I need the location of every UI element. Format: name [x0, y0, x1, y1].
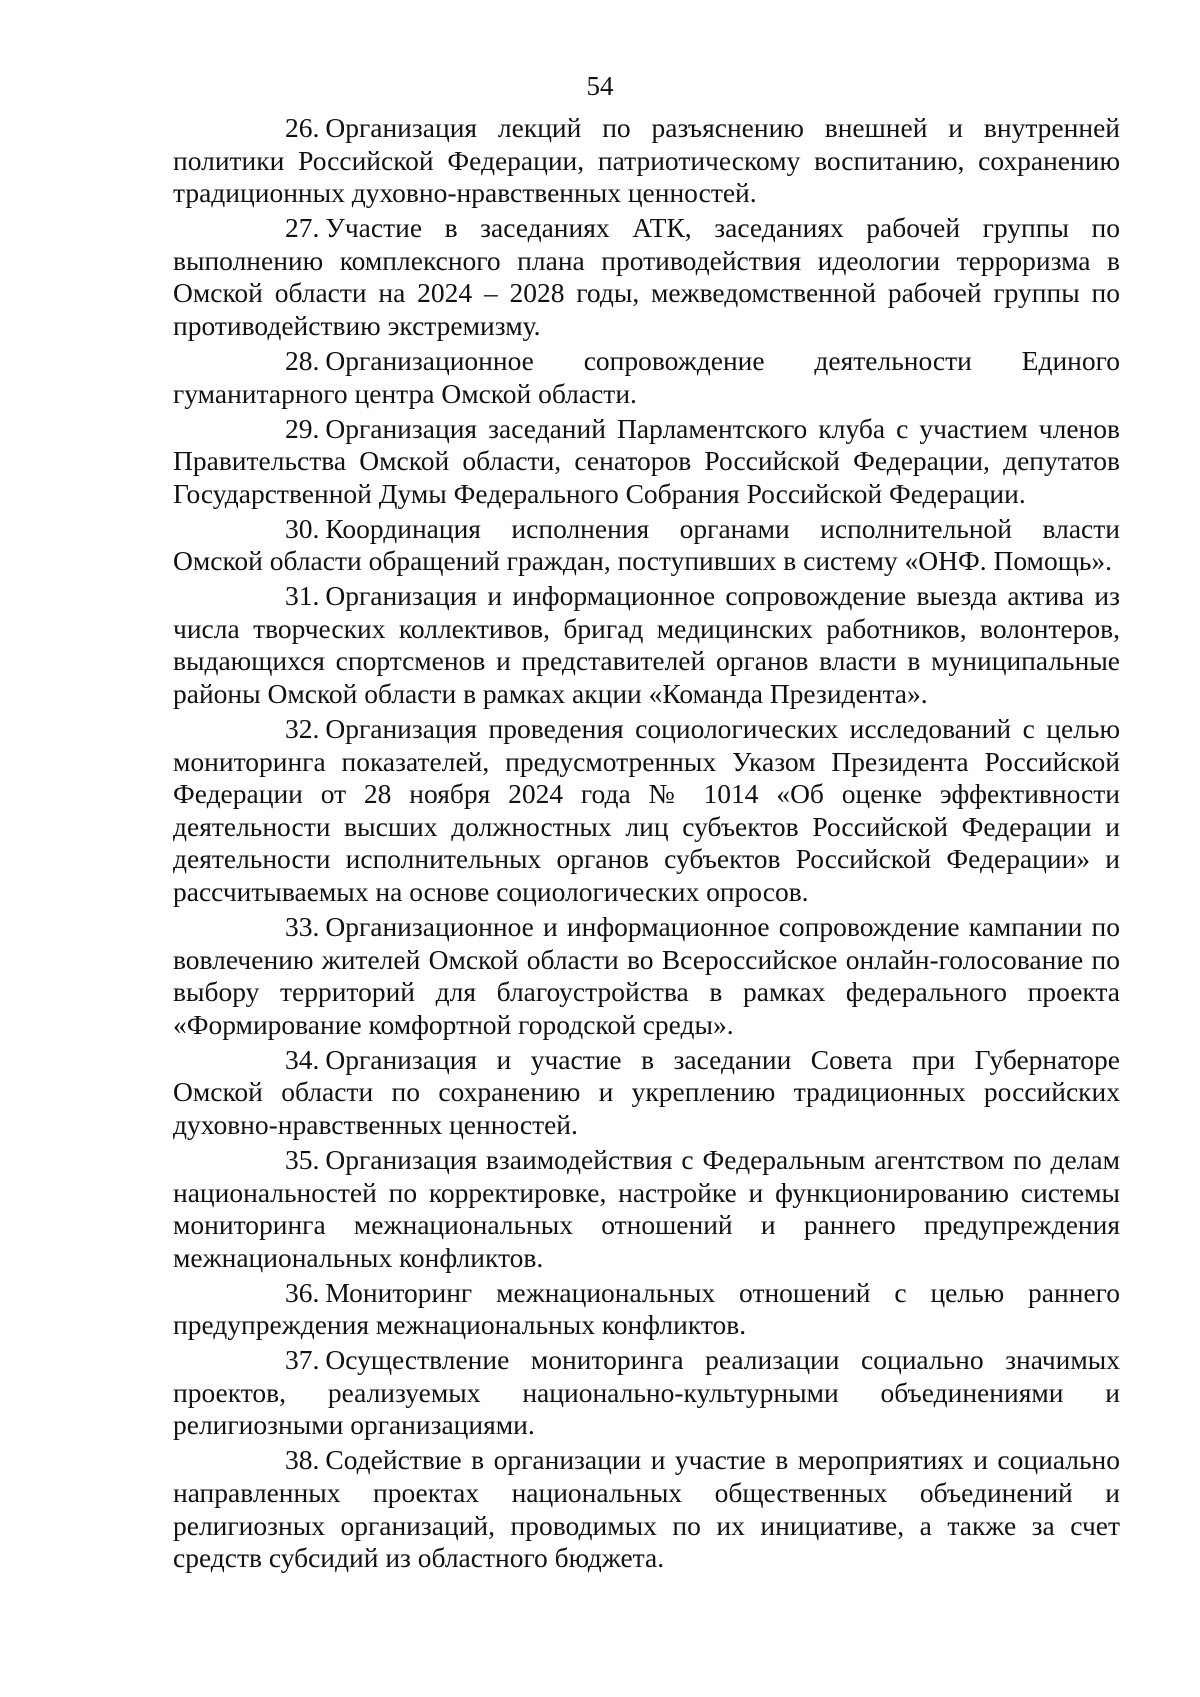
list-item — [173, 212, 1120, 342]
item-text: Организационное и информационное сопровождение кампании по вовлечению жителей Омской области во Всероссийское онлайн-голосование по выбору территорий для благоустройства в рамках федерального проекта «Формирование комфортной городской среды». — [173, 910, 1120, 1040]
item-number: 32. — [285, 713, 320, 745]
item-number: 30. — [285, 512, 320, 544]
page-number: 54 — [586, 71, 614, 101]
item-number: 36. — [285, 1276, 320, 1308]
list-item — [173, 513, 1120, 578]
item-text: Организация лекций по разъяснению внешней и внутренней политики Российской Федерации, патриотическому воспитанию, сохранению традиционных духовно-нравственных ценностей. — [173, 112, 1120, 209]
item-text: Содействие в организации и участие в мероприятиях и социально направленных проектах национальных общественных объединений и религиозных организаций, проводимых по их инициативе, а также за счет средств субсидий из областного бюджета. — [173, 1444, 1120, 1574]
document-body — [173, 112, 1120, 1577]
list-item — [173, 112, 1120, 210]
list-item — [173, 1144, 1120, 1274]
item-text: Организация и участие в заседании Совета при Губернаторе Омской области по сохранению и укреплению традиционных российских духовно-нравственных ценностей. — [173, 1043, 1120, 1140]
item-text: Координация исполнения органами исполнительной власти Омской области обращений граждан, поступивших в систему «ОНФ. Помощь». — [173, 512, 1120, 577]
list-item — [173, 345, 1120, 410]
list-item — [173, 580, 1120, 710]
item-text: Организация заседаний Парламентского клуба с участием членов Правительства Омской области, сенаторов Российской Федерации, депутатов Государственной Думы Федерального Собрания Российской Федерации. — [173, 412, 1120, 509]
item-number: 38. — [285, 1444, 320, 1476]
item-number: 28. — [285, 344, 320, 376]
list-item — [173, 413, 1120, 511]
item-text: Организация проведения социологических исследований с целью мониторинга показателей, предусмотренных Указом Президента Российской Федерации от 28 ноября 2024 года № 1014 «Об оценке эффективности деятельности высших должностных лиц субъектов Российской Федерации и деятельности исполнительных органов субъектов Российской Федерации» и рассчитываемых на основе социологических опросов. — [173, 713, 1120, 907]
item-number: 35. — [285, 1143, 320, 1175]
list-item — [173, 1344, 1120, 1442]
item-number: 29. — [285, 412, 320, 444]
item-text: Организация и информационное сопровождение выезда актива из числа творческих коллективов, бригад медицинских работников, волонтеров, выдающихся спортсменов и представителей органов власти в муниципальные районы Омской области в рамках акции «Команда Президента». — [173, 580, 1120, 710]
item-text: Организация взаимодействия с Федеральным агентством по делам национальностей по корректировке, настройке и функционированию системы мониторинга межнациональных отношений и раннего предупреждения межнациональных конфликтов. — [173, 1143, 1120, 1273]
item-number: 27. — [285, 212, 320, 244]
list-item — [173, 1444, 1120, 1574]
item-number: 37. — [285, 1344, 320, 1376]
list-item — [173, 1277, 1120, 1342]
item-text: Организационное сопровождение деятельности Единого гуманитарного центра Омской области. — [173, 344, 1120, 409]
item-number: 31. — [285, 580, 320, 612]
item-number: 26. — [285, 112, 320, 143]
item-number: 33. — [285, 910, 320, 942]
list-item — [173, 1044, 1120, 1142]
item-text: Мониторинг межнациональных отношений с целью раннего предупреждения межнациональных конфликтов. — [173, 1276, 1120, 1341]
item-number: 34. — [285, 1043, 320, 1075]
list-item — [173, 911, 1120, 1041]
item-text: Участие в заседаниях АТК, заседаниях рабочей группы по выполнению комплексного плана противодействия идеологии терроризма в Омской области на 2024 – 2028 годы, межведомственной рабочей группы по противодействию экстремизму. — [173, 212, 1120, 341]
item-text: Осуществление мониторинга реализации социально значимых проектов, реализуемых национально-культурными объединениями и религиозными организациями. — [173, 1344, 1120, 1441]
list-item — [173, 713, 1120, 909]
